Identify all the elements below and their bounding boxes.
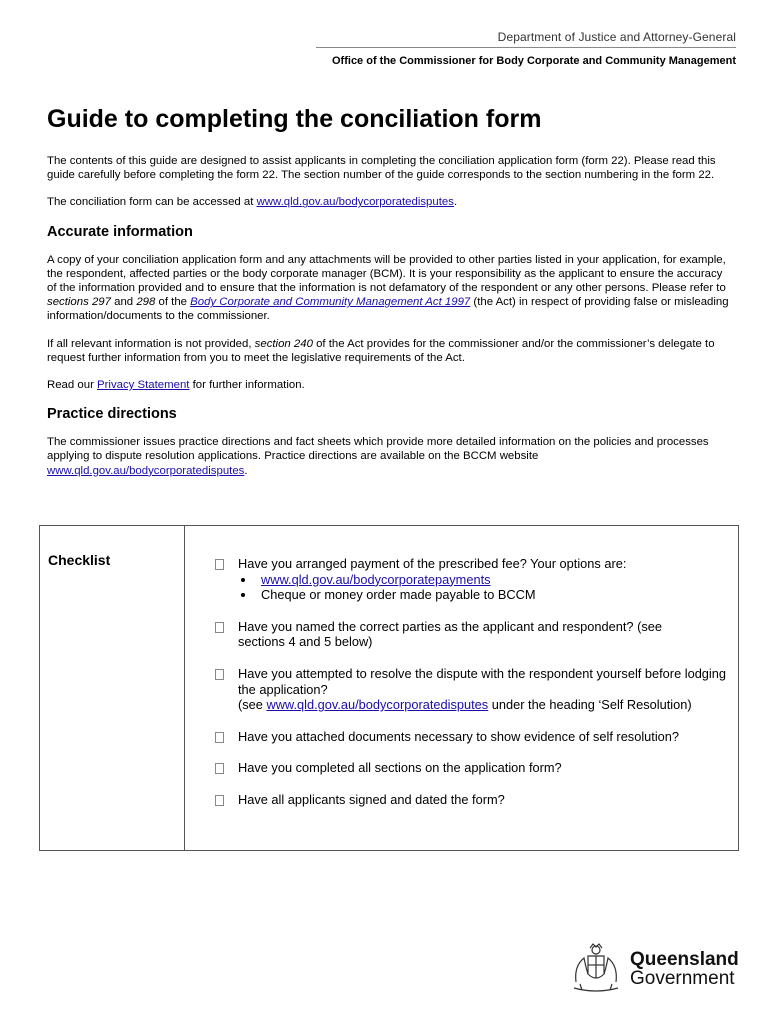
privacy-paragraph [47, 378, 732, 392]
privacy-text-pre: Read our [47, 379, 98, 392]
intro-paragraph: The contents of this guide are designed to assist applicants in completing the conciliation application form (form 22). Please read this guide carefully before completing the form 22. The section number of the guide corresponds to the section numbering in the form 22. [47, 155, 716, 182]
privacy-text-post: for further information. [189, 379, 305, 392]
checklist-item-signed [215, 792, 732, 808]
section-297-ref: sections 297 [47, 296, 111, 309]
checklist-table [39, 525, 739, 851]
act-link[interactable]: Body Corporate and Community Management Act 1997 [190, 296, 471, 309]
practice-directions-link[interactable]: www.qld.gov.au/bodycorporatedisputes [47, 464, 245, 477]
bullet-icon [241, 593, 245, 597]
checklist-items [215, 556, 732, 824]
logo-line-government: Government [630, 968, 735, 989]
logo-line-queensland: Queensland [630, 949, 739, 970]
further-text-tail: of the Act provides for the commissioner and/or the commissioner’s delegate to request further information from you to meet the legislative requirements of the Act. [47, 337, 715, 364]
accurate-information-heading: Accurate information [47, 223, 193, 240]
self-resolution-link[interactable]: www.qld.gov.au/bodycorporatedisputes [266, 697, 489, 713]
checklist-item-documents [215, 729, 732, 745]
form-access-text: The conciliation form can be accessed at [47, 196, 257, 209]
checklist-item-sections [215, 760, 732, 776]
payments-link[interactable]: www.qld.gov.au/bodycorporatepayments [261, 571, 491, 587]
checklist-item-self-resolution [215, 666, 732, 713]
form-access-link[interactable]: www.qld.gov.au/bodycorporatedisputes [256, 196, 454, 209]
privacy-statement-link[interactable]: Privacy Statement [97, 379, 190, 392]
accurate-text-tail: (the Act) in respect of providing false or misleading information/documents to the commissioner. [47, 296, 729, 323]
checklist-item-parties [215, 619, 732, 650]
self-resolution-see: (see [238, 697, 267, 713]
bullet-icon [241, 578, 245, 582]
payment-option-cheque-text: Cheque or money order made payable to BCCM [261, 587, 536, 603]
further-text-a: If all relevant information is not provided, [47, 337, 255, 350]
practice-directions-heading: Practice directions [47, 406, 177, 423]
checklist-question-signed: Have all applicants signed and dated the form? [238, 791, 505, 807]
office-name: Office of the Commissioner for Body Corporate and Community Management [332, 55, 736, 67]
checklist-title: Checklist [48, 552, 111, 568]
section-298-ref: 298 [136, 296, 156, 309]
practice-text-end: . [244, 464, 248, 477]
section-240-ref: section 240 [254, 337, 313, 350]
checklist-question-self-resolution: Have you attempted to resolve the dispute with the respondent yourself before lodging the application? [238, 665, 727, 697]
accurate-information-paragraph [47, 253, 732, 324]
practice-text: The commissioner issues practice directions and fact sheets which provide more detailed information on the policies and processes applying to dispute resolution applications. Practice directions are available on the BCCM website [47, 436, 709, 463]
self-resolution-tail: under the heading ‘Self Resolution) [488, 697, 692, 713]
form-access-paragraph [47, 195, 732, 209]
checklist-question-fee: Have you arranged payment of the prescribed fee? Your options are: [238, 556, 627, 571]
practice-directions-paragraph [47, 435, 732, 478]
checkbox-icon[interactable] [215, 795, 224, 806]
payment-option-cheque [238, 587, 732, 603]
checkbox-icon[interactable] [215, 732, 224, 743]
checklist-column-divider [184, 526, 185, 850]
queensland-coat-of-arms-icon [568, 940, 624, 996]
checklist-question-parties: Have you named the correct parties as the applicant and respondent? (see sections 4 and 5 below) [238, 618, 662, 650]
header-divider [316, 47, 736, 48]
form-access-end: . [453, 196, 458, 209]
queensland-government-logo [568, 940, 740, 996]
accurate-text-a: A copy of your conciliation application form and any attachments will be provided to other parties listed in your application, for example, the respondent, affected parties or the body corporate manager (BCM). It is your responsibility as the applicant to ensure the accuracy of the information provided and to ensure that the information is not defamatory of the respondent or any other persons. Please refer to [47, 253, 726, 295]
checklist-question-documents: Have you attached documents necessary to show evidence of self resolution? [238, 728, 680, 744]
accurate-text-of: of the [155, 296, 191, 309]
document-body [47, 104, 732, 491]
checkbox-icon[interactable] [215, 622, 224, 633]
checklist-question-sections: Have you completed all sections on the application form? [238, 760, 562, 776]
checkbox-icon[interactable] [215, 559, 224, 570]
page-title: Guide to completing the conciliation form [47, 105, 542, 133]
checklist-item-fee [215, 556, 732, 603]
checkbox-icon[interactable] [215, 763, 224, 774]
further-information-paragraph [47, 337, 732, 365]
payment-options-list [238, 572, 732, 603]
department-name: Department of Justice and Attorney-General [497, 30, 736, 44]
self-resolution-reference [238, 697, 708, 713]
payment-option-online [238, 572, 732, 588]
checkbox-icon[interactable] [215, 669, 224, 680]
accurate-text-and: and [110, 296, 137, 309]
logo-wordmark [630, 950, 739, 988]
